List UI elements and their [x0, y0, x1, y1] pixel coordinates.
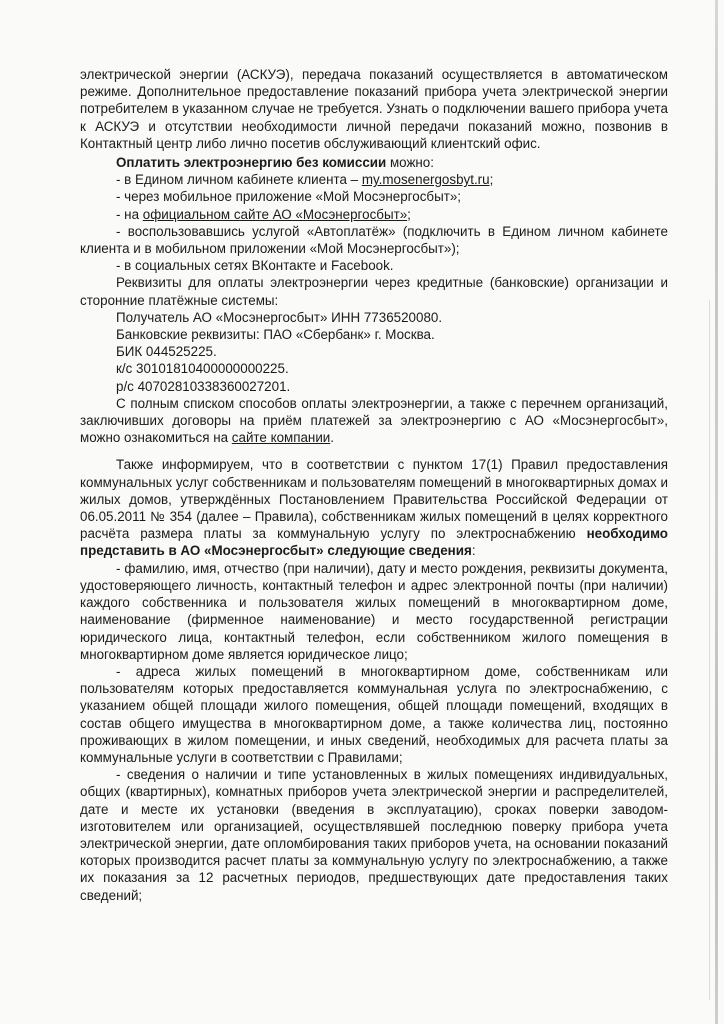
payment-heading — [80, 154, 668, 171]
requisites-intro: Реквизиты для оплаты электроэнергии через кредитные (банковские) организации и сторонние платёжные системы: — [80, 275, 668, 308]
payment-item-suffix: ; — [407, 206, 411, 222]
requisites-line: Банковские реквизиты: ПАО «Сбербанк» г. Москва. — [116, 327, 435, 343]
list-item: - адреса жилых помещений в многоквартирном доме, собственникам или пользователям которых предоставляется коммунальная услуга по электроснабжению, с указанием общей площади жилого помещения, общей площади помещений, входящих в состав общего имущества в многоквартирном доме, а также количества лиц, постоянно проживающих в жилом помещении, и иных сведений, необходимых для расчета платы за коммунальные услуги в соответствии с Правилами; — [80, 663, 668, 765]
payment-heading-suffix: можно: — [386, 155, 434, 171]
company-site-link[interactable]: сайте компании — [231, 430, 331, 446]
payment-item-text: - воспользовавшись услугой «Автоплатёж» (подключить в Едином личном кабинете клиента и в мобильном приложении «Мой Мосэнергосбыт»); — [80, 223, 668, 257]
inform-bold-text: необходимо представить в АО «Мосэнергосбыт» следующие сведения — [80, 526, 668, 559]
full-list-text: С полным списком способов оплаты электроэнергии, а также с перечнем организаций, заключивших договоры на приём платежей за электроэнергию с АО «Мосэнергосбыт», можно ознакомиться на — [80, 395, 668, 446]
official-site-link[interactable]: официальном сайте АО «Мосэнергосбыт» — [142, 206, 408, 222]
payment-item — [80, 257, 668, 274]
payment-item — [80, 188, 668, 205]
list-item: - сведения о наличии и типе установленных в жилых помещениях индивидуальных, общих (квартирных), комнатных приборов учета электрической энергии и распределителей, дате и месте их установки (введения в эксплуатацию), сроках поверки заводом-изготовителем или организацией, осуществлявшей последнюю поверку прибора учета электрической энергии, дате опломбирования таких приборов учета, на основании показаний которых производится расчет платы за коммунальную услугу по электроснабжению, а также их показания за 12 расчетных периодов, предшествующих дате предоставления таких сведений; — [80, 767, 668, 903]
payment-item — [80, 171, 668, 188]
scan-edge-line — [709, 300, 710, 1000]
requisites-line: р/с 40702810338360027201. — [116, 378, 291, 394]
full-list-paragraph — [80, 395, 668, 447]
requisites-line: к/с 30101810400000000225. — [116, 361, 289, 377]
document-body — [80, 66, 668, 904]
inform-paragraph — [80, 456, 668, 559]
payment-item-text: - в Едином личном кабинете клиента – — [116, 172, 362, 188]
list-item: - фамилию, имя, отчество (при наличии), дату и место рождения, реквизиты документа, удостоверяющего личность, контактный телефон и адрес электронной почты (при наличии) каждого собственника и пользователя жилых помещений в многоквартирном доме, наименование (фирменное наименование) и место государственной регистрации юридического лица, контактный телефон, если собственником жилого помещения в многоквартирном доме является юридическое лицо; — [80, 560, 668, 662]
paragraph-gap — [80, 446, 668, 456]
intro-paragraph: электрической энергии (АСКУЭ), передача показаний осуществляется в автоматическом режиме. Дополнительное предоставление показаний прибора учета электрической энергии потребителем в указанном случае не требуется. Узнать о подключении вашего прибора учета к АСКУЭ и отсутствии необходимости личной передачи показаний можно, позвонив в Контактный центр либо лично посетив обслуживающий клиентский офис. — [80, 67, 668, 151]
payment-item-text: - на — [116, 206, 143, 222]
requisites-line: Получатель АО «Мосэнергосбыт» ИНН 7736520080. — [116, 309, 443, 325]
requisites-line: БИК 044525225. — [116, 344, 217, 360]
inform-suffix: : — [471, 543, 476, 559]
payment-item-text: - через мобильное приложение «Мой Мосэнергосбыт»; — [116, 189, 461, 205]
payment-item — [80, 223, 668, 257]
inform-text: Также информируем, что в соответствии с пунктом 17(1) Правил предоставления коммунальных услуг собственникам и пользователям помещений в многоквартирных домах и жилых домов, утверждённых Постановлением Правительства Российской Федерации от 06.05.2011 № 354 (далее – Правила), собственникам жилых помещений в целях корректного расчёта размера платы за коммунальную услугу по электроснабжению — [80, 457, 668, 542]
payment-item-suffix: ; — [489, 172, 494, 188]
cabinet-link[interactable]: my.mosenergosbyt.ru — [361, 172, 490, 188]
payment-item-text: - в социальных сетях ВКонтакте и Facebook. — [116, 258, 394, 274]
payment-item — [80, 206, 668, 223]
payment-heading-bold: Оплатить электроэнергию без комиссии — [116, 155, 387, 171]
scan-edge-shadow — [715, 0, 718, 1024]
full-list-suffix: . — [330, 430, 335, 446]
